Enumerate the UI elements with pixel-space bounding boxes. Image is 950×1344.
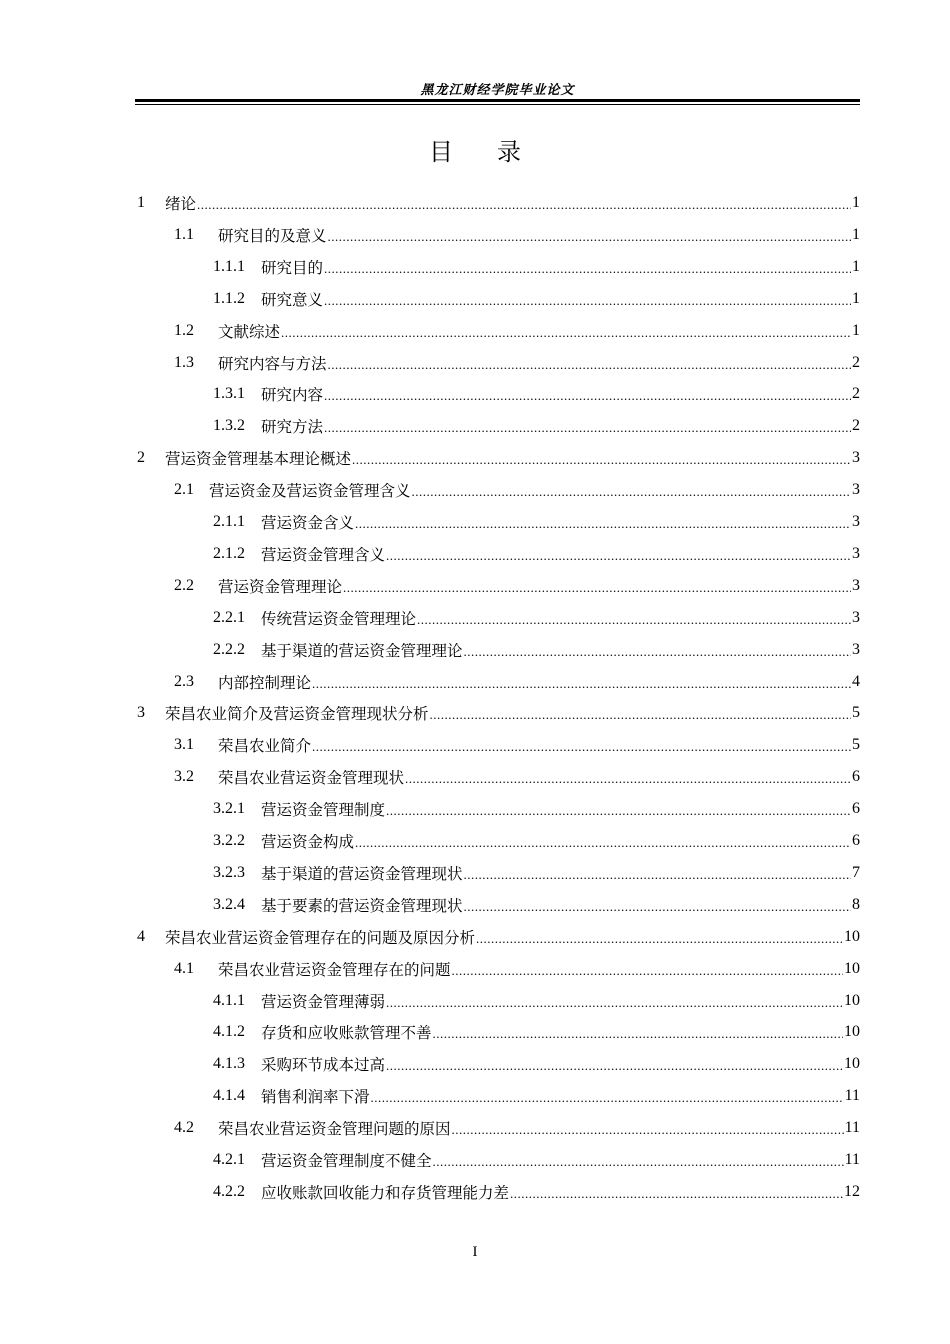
toc-entry-number: 3.2.1: [213, 800, 245, 818]
toc-entry-label: 基于要素的营运资金管理现状: [261, 896, 463, 915]
page-number: I: [472, 1244, 478, 1260]
toc-entry-4-2-1[interactable]: [213, 1145, 860, 1175]
toc-entry-3-2[interactable]: [174, 762, 860, 792]
toc-dot-leader: [355, 833, 851, 849]
toc-entry-page: 3: [852, 513, 860, 530]
toc-entry-3-2-1[interactable]: [213, 794, 860, 824]
toc-entry-page: 2: [852, 385, 860, 403]
toc-entry-page: 2: [852, 417, 860, 435]
header-rule-thick: [135, 99, 860, 102]
toc-dot-leader: [464, 642, 851, 658]
toc-entry-number: 4.1.2: [213, 1023, 245, 1041]
toc-entry-2-1-1[interactable]: [213, 507, 860, 537]
toc-entry-1-1-1[interactable]: [213, 252, 860, 282]
toc-dot-leader: [510, 1184, 843, 1200]
toc-entry-page: 3: [852, 640, 860, 658]
toc-entry-page: 3: [852, 608, 860, 626]
toc-entry-number: 1.1.1: [213, 257, 245, 275]
toc-entry-1-3-2[interactable]: [213, 411, 860, 441]
toc-entry-label: 营运资金管理制度: [261, 801, 386, 820]
toc-entry-page: 1: [852, 194, 860, 211]
toc-dot-leader: [452, 1120, 844, 1136]
toc-entry-page: 2: [852, 353, 860, 371]
toc-title: [0, 132, 950, 167]
toc-entry-number: 4.2: [174, 1119, 194, 1137]
toc-entry-number: 2.2.2: [213, 640, 245, 658]
toc-entry-label: 荣昌农业营运资金管理问题的原因: [218, 1120, 451, 1139]
toc-entry-number: 2.3: [174, 672, 194, 690]
header-rule-thin: [135, 104, 860, 105]
toc-entry-page: 3: [852, 544, 860, 562]
toc-dot-leader: [417, 610, 851, 626]
toc-entry-label: 基于渠道的营运资金管理理论: [261, 641, 463, 660]
toc-entry-page: 6: [852, 768, 860, 786]
toc-dot-leader: [464, 865, 851, 881]
toc-entry-label: 研究内容与方法: [218, 354, 327, 373]
toc-entry-page: 10: [844, 927, 860, 945]
toc-entry-label: 营运资金管理薄弱: [261, 992, 386, 1011]
toc-dot-leader: [405, 769, 851, 785]
running-header: 黑龙江财经学院毕业论文: [420, 83, 575, 98]
toc-entry-label: 营运资金构成: [261, 833, 355, 851]
toc-entry-label: 传统营运资金管理理论: [261, 609, 417, 628]
toc-entry-2-1-2[interactable]: [213, 539, 860, 569]
toc-entry-label: 研究目的及意义: [218, 226, 327, 245]
toc-entry-3[interactable]: [137, 698, 860, 728]
toc-entry-number: 2.2: [174, 576, 194, 594]
toc-dot-leader: [386, 1056, 843, 1072]
toc-entry-label: 研究内容: [261, 386, 324, 405]
toc-entry-page: 3: [852, 576, 860, 594]
toc-dot-leader: [328, 355, 851, 371]
toc-entry-1-3-1[interactable]: [213, 379, 860, 409]
toc-entry-label: 存货和应收账款管理不善: [261, 1024, 432, 1043]
toc-entry-page: 6: [852, 832, 860, 849]
toc-entry-page: 12: [844, 1182, 860, 1200]
toc-entry-label: 研究目的: [261, 258, 324, 277]
toc-entry-number: 3.2.3: [213, 863, 245, 881]
toc-entry-label: 荣昌农业营运资金管理现状: [218, 769, 405, 788]
toc-entry-page: 5: [852, 736, 860, 754]
toc-entry-4-1-1[interactable]: [213, 986, 860, 1016]
toc-entry-page: 6: [852, 800, 860, 818]
toc-entry-number: 4.2.2: [213, 1182, 245, 1200]
toc-dot-leader: [343, 578, 851, 594]
toc-entry-2-2-2[interactable]: [213, 635, 860, 665]
toc-title-right: 录: [497, 138, 521, 166]
toc-dot-leader: [371, 1088, 844, 1104]
toc-entry-4-1-2[interactable]: [213, 1017, 860, 1047]
toc-entry-3-2-3[interactable]: [213, 858, 860, 888]
toc-entry-label: 营运资金及营运资金管理含义: [209, 482, 411, 501]
toc-dot-leader: [324, 259, 851, 275]
toc-entry-2-1[interactable]: [174, 475, 860, 505]
toc-entry-2[interactable]: [137, 443, 860, 473]
toc-dot-leader: [324, 291, 851, 307]
toc-entry-1-1-2[interactable]: [213, 284, 860, 314]
toc-entry-number: 3: [137, 704, 145, 722]
toc-entry-number: 4: [137, 927, 145, 945]
toc-entry-number: 4.1.4: [213, 1087, 245, 1105]
toc-entry-1[interactable]: [137, 188, 860, 218]
toc-entry-4-1-3[interactable]: [213, 1049, 860, 1079]
toc-entry-4-2-2[interactable]: [213, 1177, 860, 1207]
toc-entry-label: 营运资金含义: [261, 514, 355, 532]
toc-entry-page: 5: [852, 704, 860, 722]
toc-entry-number: 4.1: [174, 959, 194, 977]
toc-entry-page: 4: [852, 672, 860, 690]
toc-entry-number: 1.3: [174, 353, 194, 371]
toc-entry-page: 1: [852, 321, 860, 339]
toc-dot-leader: [324, 386, 851, 402]
toc-entry-label: 内部控制理论: [218, 673, 312, 692]
toc-entry-page: 1: [852, 257, 860, 275]
toc-entry-3-2-4[interactable]: [213, 890, 860, 920]
toc-entry-page: 11: [844, 1151, 860, 1168]
toc-dot-leader: [281, 323, 851, 339]
toc-dot-leader: [452, 961, 843, 977]
toc-entry-1-1[interactable]: [174, 220, 860, 250]
toc-dot-leader: [355, 514, 851, 530]
toc-entry-number: 2: [137, 449, 145, 467]
toc-entry-4-2[interactable]: [174, 1113, 860, 1143]
toc-entry-label: 文献综述: [218, 322, 281, 341]
toc-dot-leader: [386, 801, 851, 817]
toc-dot-leader: [412, 482, 851, 498]
toc-entry-page: 1: [852, 225, 860, 243]
toc-entry-3-2-2[interactable]: [213, 826, 860, 856]
toc-dot-leader: [433, 1024, 843, 1040]
toc-title-left: 目: [429, 138, 453, 166]
toc-entry-2-2[interactable]: [174, 571, 860, 601]
toc-entry-label: 荣昌农业营运资金管理存在的问题及原因分析: [165, 928, 476, 947]
toc-entry-number: 2.1.1: [213, 513, 245, 530]
toc-entry-page: 11: [844, 1119, 860, 1137]
toc-entry-label: 荣昌农业简介及营运资金管理现状分析: [165, 705, 429, 724]
toc-entry-number: 1.3.1: [213, 385, 245, 403]
toc-entry-1-3[interactable]: [174, 348, 860, 378]
toc-entry-number: 1.1: [174, 225, 194, 243]
toc-dot-leader: [312, 674, 851, 690]
toc-entry-number: 2.1.2: [213, 544, 245, 562]
toc-entry-label: 绪论: [165, 195, 197, 213]
toc-entry-number: 3.2: [174, 768, 194, 786]
toc-entry-3-1[interactable]: [174, 730, 860, 760]
toc-entry-label: 销售利润率下滑: [261, 1088, 370, 1107]
toc-dot-leader: [476, 929, 843, 945]
toc-entry-page: 11: [844, 1087, 860, 1105]
toc-entry-label: 营运资金管理基本理论概述: [165, 450, 352, 469]
toc-entry-label: 营运资金管理理论: [218, 577, 343, 596]
toc-entry-number: 1: [137, 194, 145, 211]
toc-dot-leader: [386, 546, 851, 562]
toc-entry-number: 4.2.1: [213, 1151, 245, 1168]
toc-entry-number: 2.2.1: [213, 608, 245, 626]
toc-entry-page: 3: [852, 481, 860, 499]
toc-entry-4-1[interactable]: [174, 954, 860, 984]
toc-entry-2-3[interactable]: [174, 667, 860, 697]
toc-dot-leader: [197, 195, 851, 211]
toc-entry-page: 10: [844, 1023, 860, 1041]
toc-entry-label: 荣昌农业营运资金管理存在的问题: [218, 960, 451, 979]
toc-entry-label: 基于渠道的营运资金管理现状: [261, 864, 463, 883]
toc-entry-page: 10: [844, 959, 860, 977]
toc-dot-leader: [324, 418, 851, 434]
toc-entry-number: 3.2.4: [213, 895, 245, 913]
toc-entry-number: 1.3.2: [213, 417, 245, 435]
toc-entry-page: 8: [852, 895, 860, 913]
toc-entry-label: 营运资金管理制度不健全: [261, 1152, 432, 1170]
toc-entry-label: 应收账款回收能力和存货管理能力差: [261, 1183, 510, 1202]
toc-dot-leader: [328, 227, 851, 243]
toc-entry-page: 3: [852, 449, 860, 467]
toc-entry-number: 2.1: [174, 481, 194, 499]
toc-entry-label: 研究意义: [261, 290, 324, 309]
toc-entry-number: 4.1.3: [213, 1055, 245, 1073]
toc-entry-page: 7: [852, 863, 860, 881]
toc-entry-number: 3.1: [174, 736, 194, 754]
toc-dot-leader: [433, 1152, 844, 1168]
toc-entry-page: 10: [844, 1055, 860, 1073]
toc-dot-leader: [430, 705, 851, 721]
toc-entry-number: 1.2: [174, 321, 194, 339]
toc-dot-leader: [464, 897, 851, 913]
toc-entry-page: 10: [844, 991, 860, 1009]
toc-entry-label: 营运资金管理含义: [261, 545, 386, 564]
toc-entry-number: 4.1.1: [213, 991, 245, 1009]
toc-entry-page: 1: [852, 289, 860, 307]
toc-dot-leader: [352, 450, 851, 466]
toc-entry-number: 1.1.2: [213, 289, 245, 307]
toc-entry-1-2[interactable]: [174, 316, 860, 346]
toc-entry-label: 研究方法: [261, 418, 324, 437]
toc-entry-label: 荣昌农业简介: [218, 737, 312, 756]
toc-entry-2-2-1[interactable]: [213, 603, 860, 633]
toc-entry-4[interactable]: [137, 922, 860, 952]
toc-entry-number: 3.2.2: [213, 832, 245, 849]
toc-entry-4-1-4[interactable]: [213, 1081, 860, 1111]
toc-entry-label: 采购环节成本过高: [261, 1056, 386, 1075]
toc-dot-leader: [312, 737, 851, 753]
toc-dot-leader: [386, 993, 843, 1009]
